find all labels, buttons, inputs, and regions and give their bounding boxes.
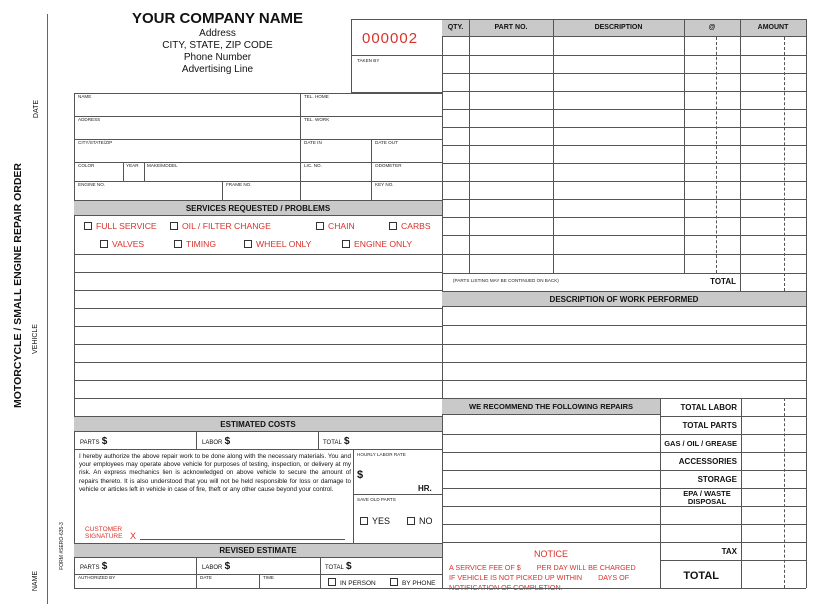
form-title: MOTORCYCLE / SMALL ENGINE REPAIR ORDER (12, 162, 24, 408)
checkbox[interactable] (84, 222, 92, 230)
company-advertising: Advertising Line (181, 64, 254, 75)
rev-date-field[interactable]: DATE (200, 575, 212, 580)
city-state-zip-field[interactable]: CITY/STATE/ZIP (78, 140, 113, 145)
tel-home-field[interactable]: TEL. HOME (304, 94, 329, 99)
side-vehicle-label: VEHICLE (32, 324, 39, 354)
service-valves[interactable]: VALVES (100, 239, 144, 249)
service-oil-filter[interactable]: OIL / FILTER CHANGE (170, 221, 271, 231)
tax-label: TAX (721, 547, 737, 556)
checkbox[interactable] (342, 240, 350, 248)
save-parts-no[interactable]: NO (407, 516, 433, 526)
frame-no-field[interactable]: FRAME NO. (226, 182, 252, 187)
est-parts-field[interactable]: PARTS $ (80, 436, 108, 447)
rev-time-field[interactable]: TIME (263, 575, 274, 580)
order-number-box (351, 19, 442, 93)
service-engine-only[interactable]: ENGINE ONLY (342, 239, 412, 249)
year-field[interactable]: YEAR (126, 163, 139, 168)
checkbox[interactable] (170, 222, 178, 230)
side-date-label: DATE (33, 99, 40, 119)
color-field[interactable]: COLOR (78, 163, 95, 168)
notice-line2: IF VEHICLE IS NOT PICKED UP WITHIN DAYS OF (449, 573, 630, 582)
date-out-field[interactable]: DATE OUT (375, 140, 398, 145)
side-name-label: NAME (32, 570, 39, 592)
left-margin-rule (47, 14, 48, 604)
work-performed-header: DESCRIPTION OF WORK PERFORMED (442, 291, 806, 307)
order-number: 000002 (362, 30, 419, 47)
hourly-rate-hr[interactable]: HR. (418, 484, 432, 493)
service-carbs[interactable]: CARBS (389, 221, 431, 231)
parts-continued-note: (PARTS LISTING MAY BE CONTINUED ON BACK) (453, 278, 559, 283)
epa-waste-label: EPA / WASTE DISPOSAL (683, 489, 731, 506)
company-name: YOUR COMPANY NAME (131, 10, 304, 27)
odometer-field[interactable]: ODOMETER (375, 163, 402, 168)
signature-x: X (130, 531, 137, 541)
total-labor-label: TOTAL LABOR (680, 403, 737, 412)
estimated-costs-header: ESTIMATED COSTS (74, 416, 442, 432)
rev-parts-field[interactable]: PARTS $ (80, 561, 108, 572)
recommend-header: WE RECOMMEND THE FOLLOWING REPAIRS (442, 398, 660, 415)
checkbox[interactable] (389, 222, 397, 230)
col-at: @ (708, 24, 716, 31)
make-model-field[interactable]: MAKE/MODEL (147, 163, 178, 168)
col-part-no: PART NO. (494, 24, 528, 31)
gas-oil-grease-label: GAS / OIL / GREASE (664, 439, 737, 448)
checkbox[interactable] (174, 240, 182, 248)
save-parts-yes[interactable]: YES (360, 516, 390, 526)
address-field[interactable]: ADDRESS (78, 117, 101, 122)
est-total-field[interactable]: TOTAL $ (323, 436, 350, 447)
parts-total-label: TOTAL (710, 277, 736, 286)
service-timing[interactable]: TIMING (174, 239, 216, 249)
taken-by-label: TAKEN BY (357, 58, 380, 63)
notice-title: NOTICE (533, 549, 568, 559)
storage-label: STORAGE (697, 475, 737, 484)
by-phone-option[interactable]: BY PHONE (390, 578, 435, 587)
save-old-parts-label: SAVE OLD PARTS (357, 497, 396, 502)
company-phone: Phone Number (183, 52, 252, 63)
checkbox[interactable] (390, 578, 398, 586)
lic-no-field[interactable]: LIC. NO. (304, 163, 322, 168)
hourly-rate-label: HOURLY LABOR RATE (357, 452, 406, 457)
customer-signature-label: CUSTOMER SIGNATURE (85, 526, 123, 540)
service-chain[interactable]: CHAIN (316, 221, 355, 231)
signature-line[interactable] (140, 539, 345, 540)
checkbox[interactable] (244, 240, 252, 248)
accessories-label: ACCESSORIES (678, 457, 737, 466)
date-in-field[interactable]: DATE IN (304, 140, 322, 145)
service-wheel-only[interactable]: WHEEL ONLY (244, 239, 311, 249)
form-code: FORM #SERO-635-3 (59, 522, 65, 570)
hourly-rate-dollar: $ (357, 469, 364, 481)
checkbox[interactable] (407, 517, 415, 525)
col-description: DESCRIPTION (594, 24, 643, 31)
engine-no-field[interactable]: ENGINE NO. (78, 182, 106, 187)
company-block (105, 10, 330, 76)
notice-line1: A SERVICE FEE OF $ PER DAY WILL BE CHARGED (449, 563, 636, 572)
checkbox[interactable] (316, 222, 324, 230)
checkbox[interactable] (328, 578, 336, 586)
in-person-option[interactable]: IN PERSON (328, 578, 376, 587)
total-parts-label: TOTAL PARTS (682, 421, 737, 430)
authorized-by-field[interactable]: AUTHORIZED BY (78, 575, 116, 580)
services-header: SERVICES REQUESTED / PROBLEMS (74, 200, 442, 216)
company-city: CITY, STATE, ZIP CODE (162, 40, 273, 51)
service-full-service[interactable]: FULL SERVICE (84, 221, 157, 231)
company-address: Address (199, 28, 236, 39)
revised-estimate-header: REVISED ESTIMATE (74, 543, 442, 558)
tel-work-field[interactable]: TEL. WORK (304, 117, 330, 122)
checkbox[interactable] (100, 240, 108, 248)
col-amount: AMOUNT (757, 24, 789, 31)
rev-labor-field[interactable]: LABOR $ (202, 561, 231, 572)
checkbox[interactable] (360, 517, 368, 525)
rev-total-field[interactable]: TOTAL $ (325, 561, 352, 572)
col-qty: QTY. (447, 24, 464, 31)
est-labor-field[interactable]: LABOR $ (202, 436, 231, 447)
authorization-text: I hereby authorize the above repair work to be done along with the necessary materials. You and your employees may operate above vehicle for purposes of testing, inspection, or delivery at my risk. An express mechanics lien is acknowledged on above vehicle to secure the amount of repairs thereto. It is also understood that you will not be held responsible for loss or damage to vehicle or articles left in vehicle in case of fire, theft or any other cause beyond your control. (79, 453, 351, 493)
grand-total-label: TOTAL (683, 570, 719, 582)
key-no-field[interactable]: KEY NO. (375, 182, 394, 187)
name-field[interactable]: NAME (78, 94, 92, 99)
